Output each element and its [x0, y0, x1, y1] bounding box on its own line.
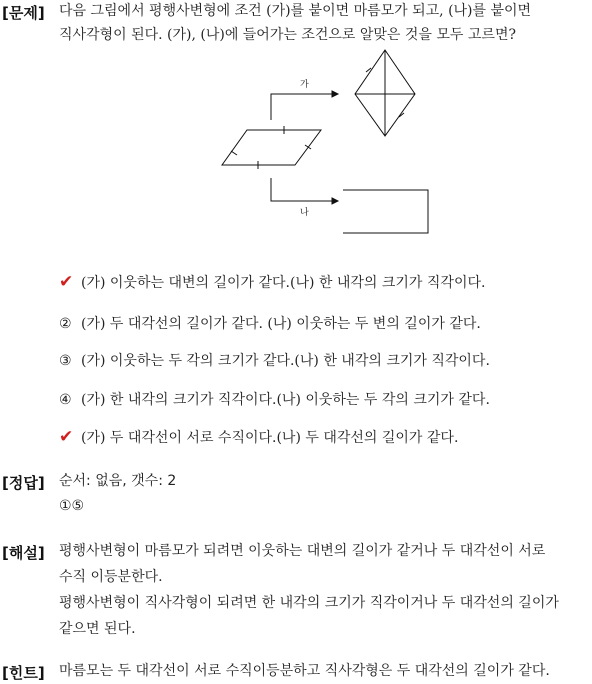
choice-1-text: (가) 이웃하는 대변의 길이가 같다.(나) 한 내각의 크기가 직각이다.	[81, 275, 486, 291]
parallelogram	[222, 130, 321, 165]
check-icon: ✔	[59, 427, 74, 447]
choice-4[interactable]	[59, 389, 490, 409]
arrow-bottom-label: 나	[300, 208, 309, 218]
explanation-label: [해설]	[2, 544, 45, 562]
problem-text-line2: 직사각형이 된다. (가), (나)에 들어가는 조건으로 알맞은 것을 모두 고르면?	[59, 27, 516, 43]
problem-text-line1: 다음 그림에서 평행사변형에 조건 (가)를 붙이면 마름모가 되고, (나)를 붙이면	[59, 3, 532, 19]
choice-3-number: ③	[59, 353, 72, 369]
choice-4-text: (가) 한 내각의 크기가 직각이다.(나) 이웃하는 두 각의 크기가 같다.	[81, 392, 490, 408]
answer-line1: 순서: 없음, 갯수: 2	[59, 473, 177, 489]
choice-4-number: ④	[59, 392, 72, 408]
explanation-line4: 같으면 된다.	[59, 621, 136, 637]
choice-2-text: (가) 두 대각선의 길이가 같다. (나) 이웃하는 두 변의 길이가 같다.	[81, 316, 481, 332]
tick-mark	[231, 151, 237, 155]
answer-line2: ①⑤	[59, 498, 85, 514]
arrow-bottom	[271, 178, 332, 201]
arrowhead-top	[332, 91, 338, 97]
choice-2[interactable]	[59, 313, 481, 333]
rectangle	[343, 190, 428, 233]
arrowhead-bottom	[332, 198, 338, 204]
arrow-top	[271, 94, 332, 120]
explanation-line3: 평행사변형이 직사각형이 되려면 한 내각의 크기가 직각이거나 두 대각선의 길이가	[59, 595, 559, 611]
choice-5-text: (가) 두 대각선이 서로 수직이다.(나) 두 대각선의 길이가 같다.	[81, 430, 459, 446]
hint-label: [힌트]	[2, 664, 45, 682]
choice-3-text: (가) 이웃하는 두 각의 크기가 같다.(나) 한 내각의 크기가 직각이다.	[81, 353, 490, 369]
choice-1[interactable]	[59, 272, 485, 292]
choice-3[interactable]	[59, 350, 490, 370]
problem-label: [문제]	[2, 4, 45, 22]
hint-text: 마름모는 두 대각선이 서로 수직이등분하고 직사각형은 두 대각선의 길이가 같다.	[59, 663, 550, 679]
choice-5[interactable]	[59, 427, 458, 447]
answer-label: [정답]	[2, 474, 45, 492]
check-icon: ✔	[59, 272, 74, 292]
explanation-line1: 평행사변형이 마름모가 되려면 이웃하는 대변의 길이가 같거나 두 대각선이 서로	[59, 543, 546, 559]
tick-mark	[305, 145, 311, 149]
choice-2-number: ②	[59, 316, 72, 332]
arrow-top-label: 가	[300, 80, 309, 90]
explanation-line2: 수직 이등분한다.	[59, 569, 163, 585]
